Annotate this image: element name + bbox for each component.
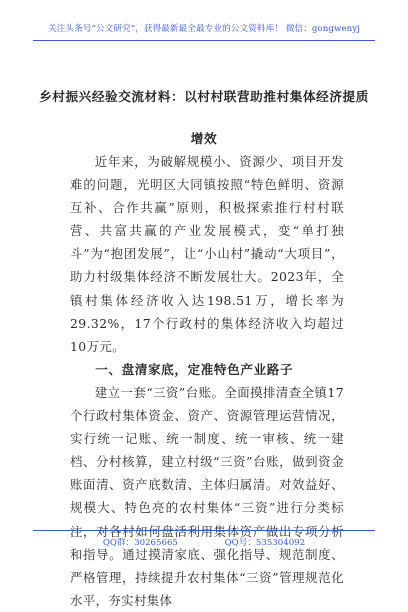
header-divider bbox=[33, 40, 375, 41]
intro-paragraph: 近年来，为破解规模小、资源少、项目开发难的问题，光明区大同镇按照“特色鲜明、资源互补、合作共赢”原则，积极探索推行村村联营、共富共赢的产业发展模式，变“单打独斗”为“抱团发展”，让“小山村”撬动“大项目”，助力村级集体经济不断发展壮大。2023年，全镇村集体经济收入达198.51万，增长率为29.32%，17个行政村的集体经济收入均超过10万元。 bbox=[70, 154, 344, 354]
footer bbox=[0, 536, 408, 548]
section1-paragraph: 建立一套“三资”台账。全面摸排清查全镇17个行政村集体资金、资产、资源管理运营情况，实行统一记账、统一制度、统一审核、统一建档、分村核算，建立村级“三资”台账，做到资金账面清、资产底数清、主体归属清。对效益好、规模大、特色亮的农村集体“三资”进行分类标注，对各村如何盘活利用集体资产做出专项分析和指导。通过摸清家底、强化指导、规范制度、严格管理，持续提升农村集体“三资”管理规范化水平，夯实村集体 bbox=[70, 384, 344, 608]
qq-number: QQ号：535304092 bbox=[224, 538, 306, 548]
header-banner: 关注头条号“公文研究”，获得最新最全最专业的公文资料库！ 微信：gongwenyj bbox=[47, 24, 361, 34]
doc-title-line1: 乡村振兴经验交流材料：以村村联营助推村集体经济提质 bbox=[39, 89, 369, 104]
section1-heading: 一、盘清家底，定准特色产业路子 bbox=[95, 361, 294, 377]
footer-divider bbox=[33, 530, 375, 531]
doc-title-line2: 增效 bbox=[190, 131, 218, 146]
qq-group: QQ群：30265665 bbox=[102, 538, 178, 548]
